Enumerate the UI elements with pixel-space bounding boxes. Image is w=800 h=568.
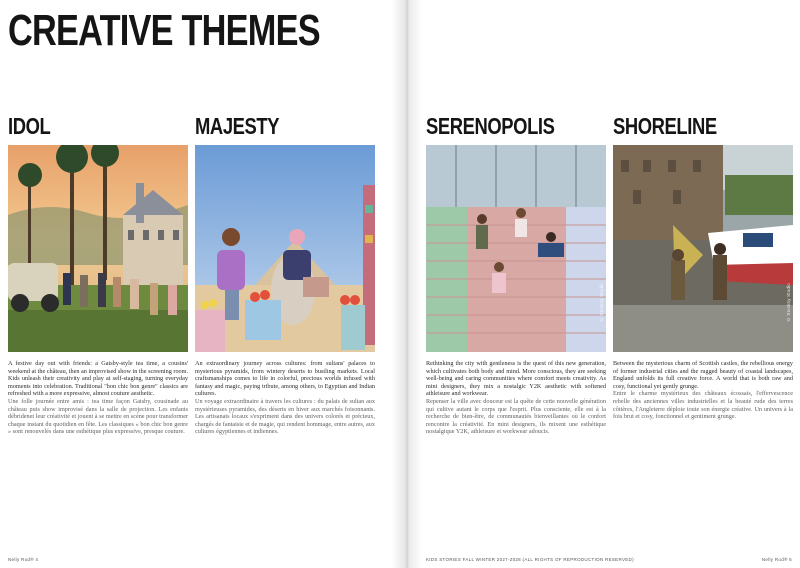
theme-text-en: Between the mysterious charm of Scottish castles, the rebellious energy of former industrial cities and the rugged beauty of coastal landscapes, England unfolds its full creative force. A world that is both raw and cosy, functional yet gently grunge. (613, 360, 793, 390)
page-title: CREATIVE THEMES (8, 6, 320, 55)
theme-title: SHORELINE (613, 113, 717, 139)
photo-credit: © Stocksy Studio (786, 282, 791, 322)
footer-left-folio: Nelly Rod® 4 (8, 557, 39, 562)
shoreline-image (613, 145, 793, 352)
theme-title: IDOL (8, 113, 51, 139)
theme-column-shoreline (613, 113, 793, 421)
theme-text-en: An extraordinary journey across cultures: from sultans' palaces to mysterious pyramids, from wintery deserts to bustling markets. Local craftsmanships comes to life in colorful, precious worlds infused with fantasy and magic, paying tribute, among others, to Egyptian and Indian cultures. (195, 360, 375, 398)
theme-photo-serenopolis (426, 145, 606, 352)
theme-text-fr: Entre le charme mystérieux des châteaux écossais, l'effervescence rebelle des anciennes villes industrielles et la beauté rude des terres côtières, l'Angleterre déploie toute son énergie créative. Un univers à la fois brut et cosy, fonctionnel et gentiment grunge. (613, 390, 793, 421)
theme-title: MAJESTY (195, 113, 280, 139)
theme-text-fr: Repenser la ville avec douceur est la quête de cette nouvelle génération qui cultive autant le corps que l'esprit. Plus consciente, elle est à la recherche de bien-être, de communautés bienveillantes où le confort rencontre la créativité. En mini designers, ils mixent une esthétique nostalgique Y2K, athleisure et workwear adoucis. (426, 397, 606, 436)
photo-credit: © Stocksy Studio (599, 282, 604, 322)
serenopolis-image (426, 145, 606, 352)
theme-photo-majesty (195, 145, 375, 352)
theme-text-fr: Un voyage extraordinaire à travers les cultures : du palais de sultan aux mystérieuses pyramides, des déserts en hiver aux marchés foisonnants. Les artisanats locaux s'expriment dans des univers colorés et précieux, chargés de fantaisie et de magie, qui rendent hommage, entre autres, aux cultures égyptiennes et indiennes. (195, 397, 375, 436)
theme-text-en: Rethinking the city with gentleness is the quest of this new generation, which cultivates both body and mind. More conscious, they are seeking well-being and caring communities where comfort meets creativity. As mini designers, they mix a nostalgic Y2K aesthetic with softened athleisure and workwear. (426, 360, 606, 398)
theme-column-serenopolis (426, 113, 606, 436)
page-gutter (392, 0, 422, 568)
footer-right-folio: Nelly Rod® 5 (761, 557, 792, 562)
theme-title: SERENOPOLIS (426, 113, 555, 139)
majesty-image (195, 145, 375, 352)
theme-text-en: A festive day out with friends: a Gatsby-style tea time, a cousins' weekend at the château, then an improvised show in the screening room. Kids unleash their creativity and play at self-staging, turning everyday moments into celebration. Traditional "bon chic bon genre" classics are refreshed with a more expressive, almost couture aesthetic. (8, 360, 188, 398)
theme-photo-idol (8, 145, 188, 352)
idol-image (8, 145, 188, 352)
theme-text-fr: Une folle journée entre amis : tea time façon Gatsby, cousinade au château puis show improvisé dans la salle de projection. Les enfants débridenet leur créativité et jouent à se mettre en scène pour transformer chaque instant du quotidien en fête. Les classiques « bon chic bon genre » sont renouvelés dans une esthétique plus expressive, presque couture. (8, 397, 188, 436)
theme-column-majesty (195, 113, 375, 436)
footer-center-legal: KIDS STORIES FALL WINTER 2027-2028 (ALL RIGHTS OF REPRODUCTION RESERVED) (426, 557, 634, 562)
theme-photo-shoreline (613, 145, 793, 352)
theme-column-idol (8, 113, 188, 436)
